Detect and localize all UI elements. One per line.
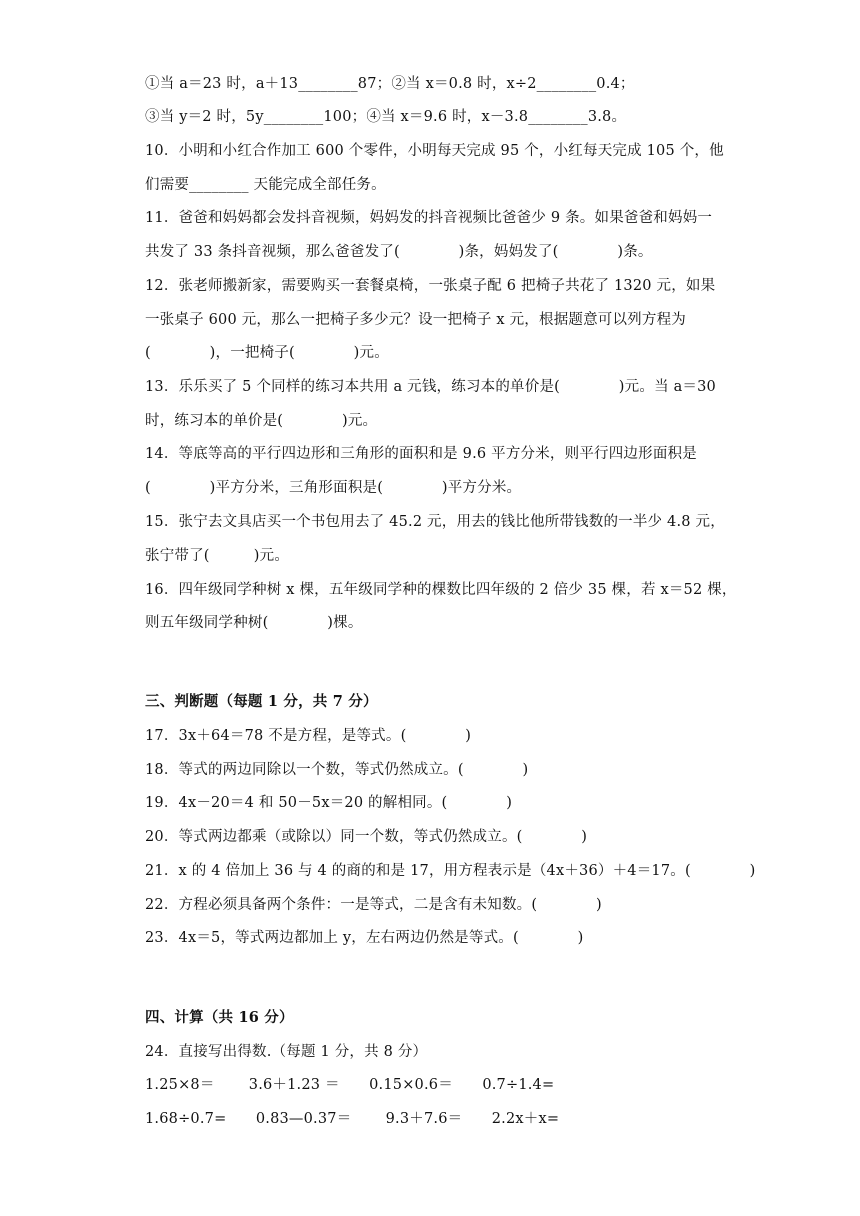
fill-blank-line-2: ③当 y＝2 时，5y________100；④当 x＝9.6 时，x－3.8________3.8。	[145, 109, 627, 125]
fill-blank-line-1: ①当 a＝23 时，a＋13________87；②当 x＝0.8 时，x÷2________0.4；	[145, 76, 635, 92]
calculation-row-1: 1.25×8＝ 3.6＋1.23 ＝ 0.15×0.6＝ 0.7÷1.4=	[145, 1077, 555, 1093]
question-12-line-3: ( )，一把椅子( )元。	[145, 345, 389, 361]
question-13-line-1: 13．乐乐买了 5 个同样的练习本共用 a 元钱，练习本的单价是( )元。当 a＝30	[145, 379, 716, 395]
question-17: 17．3x＋64＝78 不是方程，是等式。( )	[145, 728, 472, 744]
question-13-line-2: 时，练习本的单价是( )元。	[145, 413, 378, 429]
question-11-line-1: 11．爸爸和妈妈都会发抖音视频，妈妈发的抖音视频比爸爸少 9 条。如果爸爸和妈妈一	[145, 210, 713, 226]
question-19: 19．4x－20＝4 和 50－5x＝20 的解相同。( )	[145, 795, 513, 811]
question-22: 22．方程必须具备两个条件：一是等式，二是含有未知数。( )	[145, 897, 602, 913]
question-16-line-1: 16．四年级同学种树 x 棵，五年级同学种的棵数比四年级的 2 倍少 35 棵，若 x＝52 棵，	[145, 582, 737, 598]
question-16-line-2: 则五年级同学种树( )棵。	[145, 615, 363, 631]
question-23: 23．4x＝5，等式两边都加上 y，左右两边仍然是等式。( )	[145, 930, 584, 946]
question-14-line-2: ( )平方分米，三角形面积是( )平方分米。	[145, 480, 522, 496]
question-20: 20．等式两边都乘（或除以）同一个数，等式仍然成立。( )	[145, 829, 588, 845]
question-14-line-1: 14．等底等高的平行四边形和三角形的面积和是 9.6 平方分米，则平行四边形面积是	[145, 446, 697, 462]
question-18: 18．等式的两边同除以一个数，等式仍然成立。( )	[145, 762, 529, 778]
question-10-line-1: 10．小明和小红合作加工 600 个零件，小明每天完成 95 个，小红每天完成 105 个，他	[145, 143, 724, 159]
question-11-line-2: 共发了 33 条抖音视频，那么爸爸发了( )条，妈妈发了( )条。	[145, 244, 653, 260]
question-12-line-2: 一张桌子 600 元，那么一把椅子多少元？设一把椅子 x 元，根据题意可以列方程为	[145, 312, 686, 328]
section-4-heading: 四、计算（共 16 分）	[145, 1009, 294, 1026]
section-3-heading: 三、判断题（每题 1 分，共 7 分）	[145, 693, 378, 710]
question-15-line-1: 15．张宁去文具店买一个书包用去了 45.2 元，用去的钱比他所带钱数的一半少 4.8 元，	[145, 514, 725, 530]
calculation-row-2: 1.68÷0.7= 0.83—0.37＝ 9.3＋7.6＝ 2.2x＋x=	[145, 1111, 560, 1127]
question-15-line-2: 张宁带了( )元。	[145, 548, 290, 564]
question-10-line-2: 们需要________ 天能完成全部任务。	[145, 177, 386, 193]
question-21: 21．x 的 4 倍加上 36 与 4 的商的和是 17，用方程表示是（4x＋36）＋4＝17。( )	[145, 863, 756, 879]
question-12-line-1: 12．张老师搬新家，需要购买一套餐桌椅，一张桌子配 6 把椅子共花了 1320 元，如果	[145, 278, 716, 294]
question-24: 24．直接写出得数.（每题 1 分，共 8 分）	[145, 1044, 428, 1060]
